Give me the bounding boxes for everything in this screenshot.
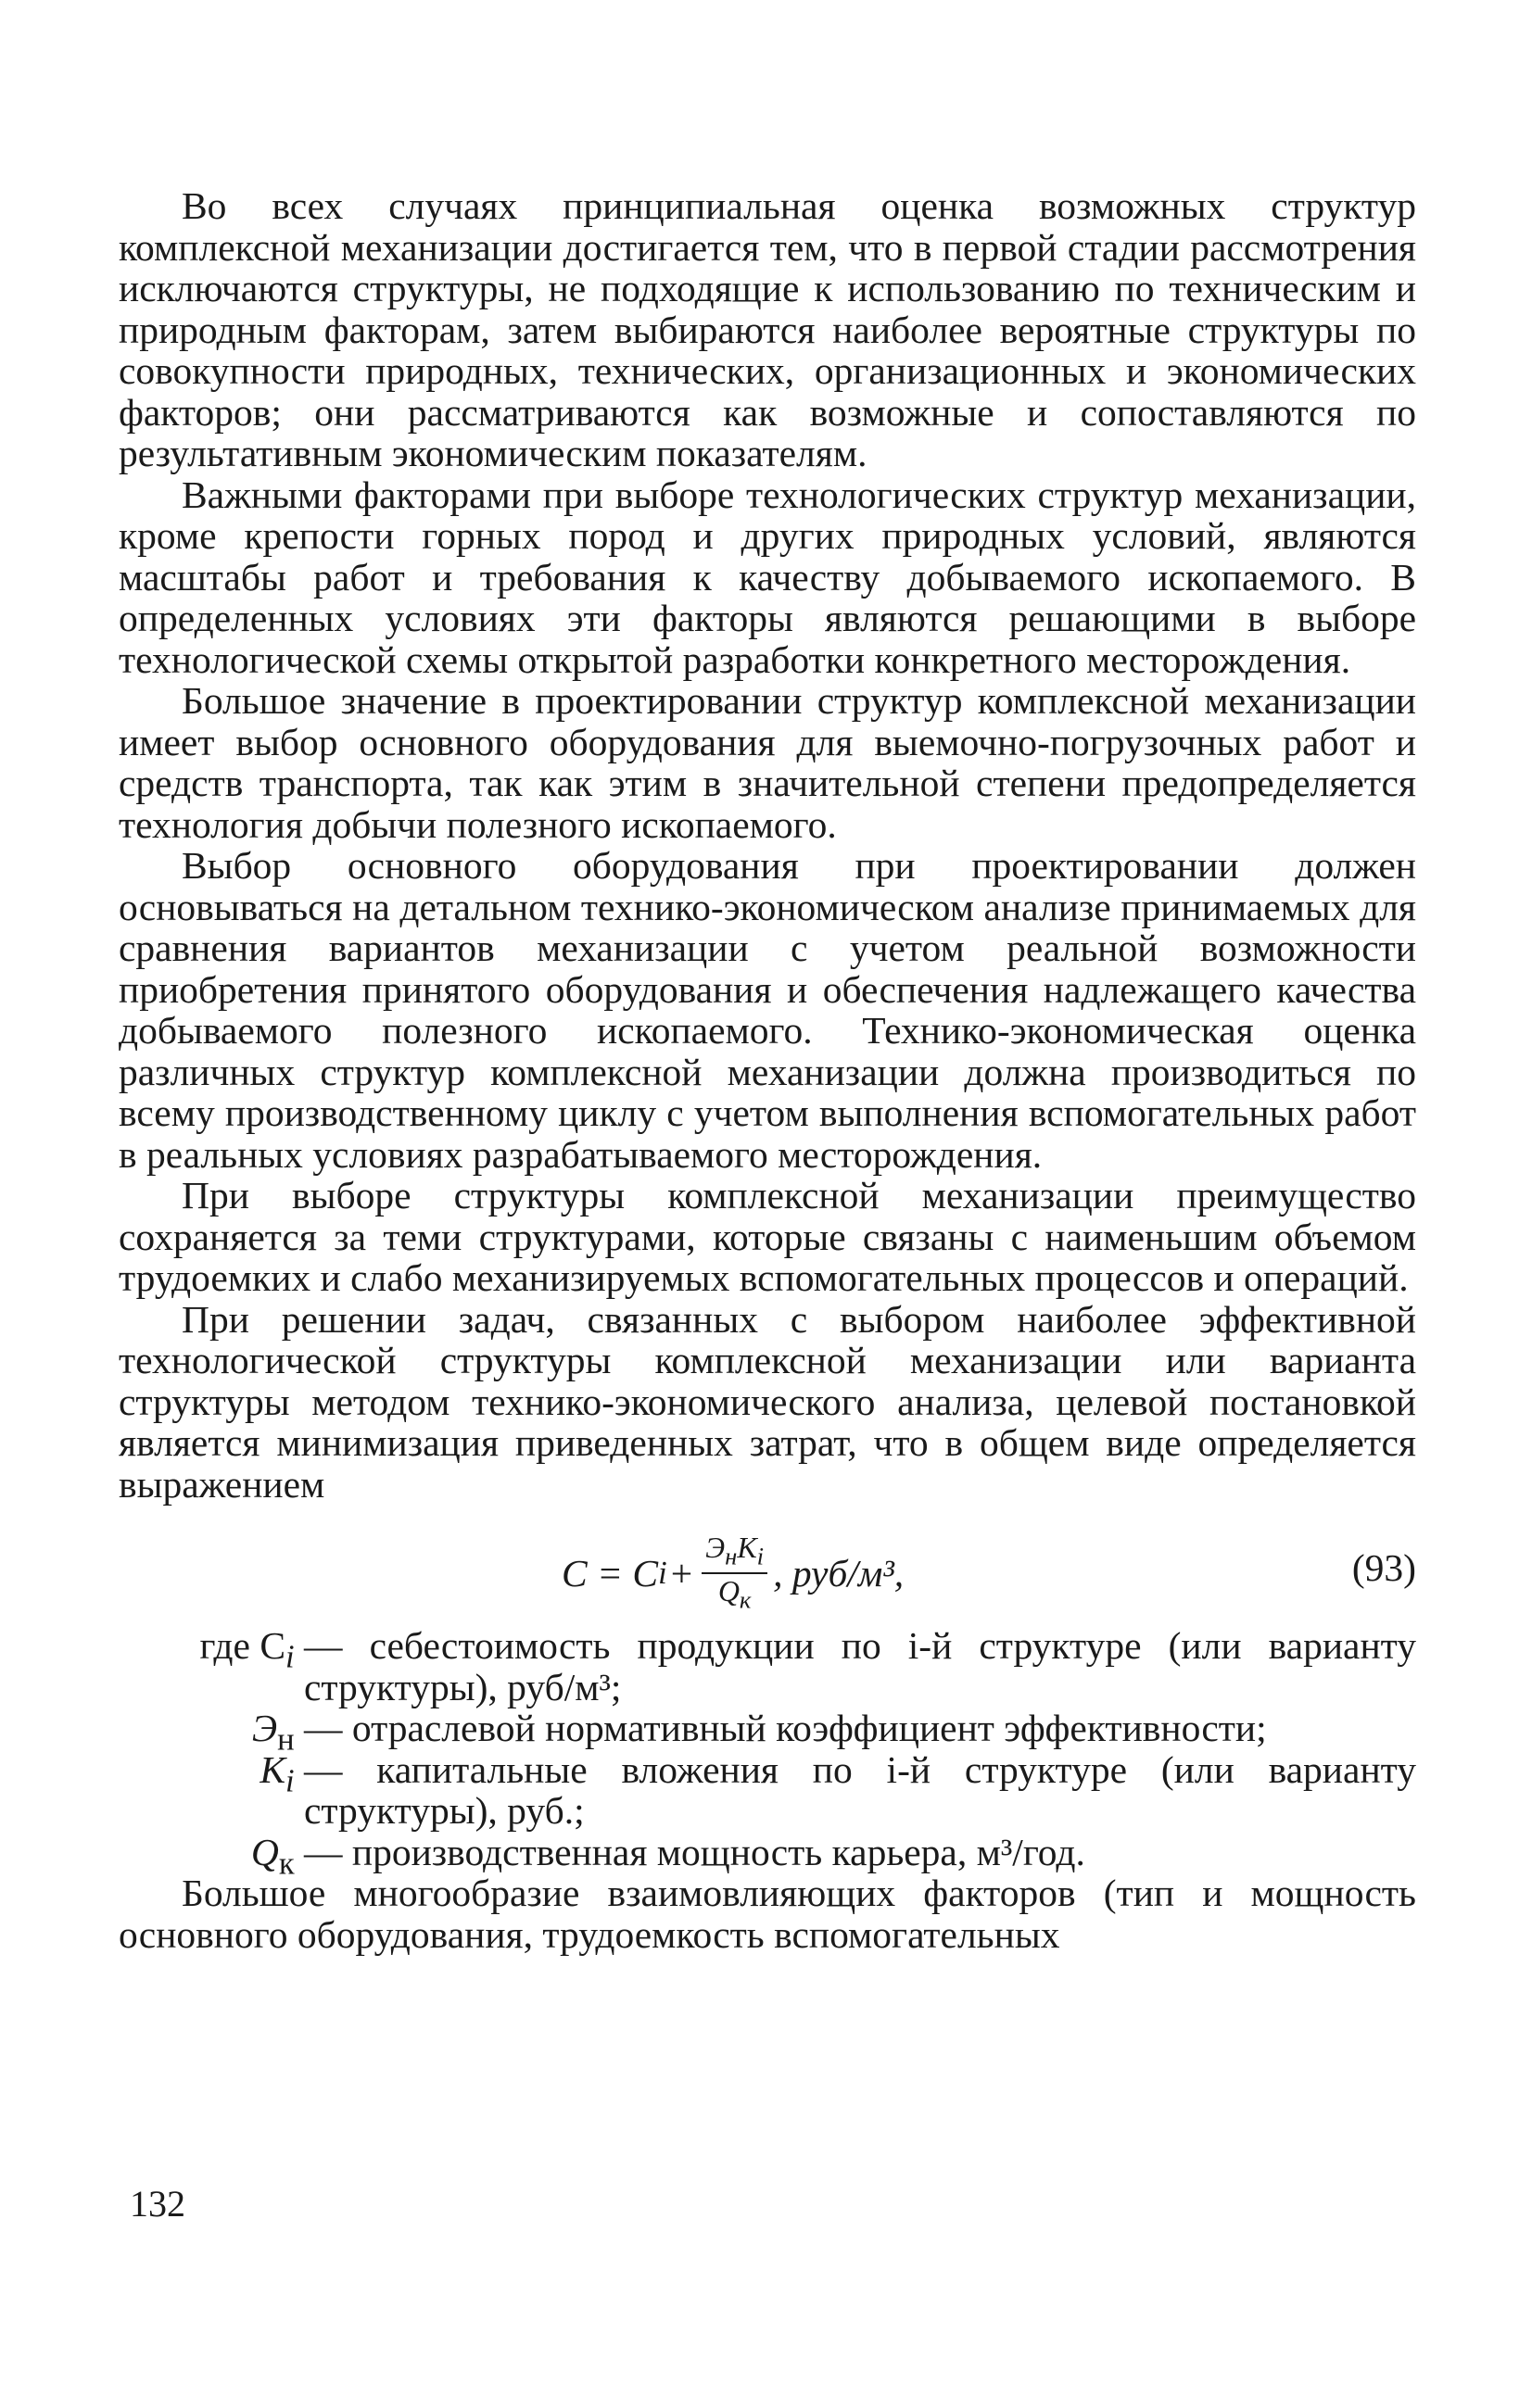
formula-unit: , руб/м³, <box>773 1552 905 1595</box>
paragraph-4: Выбор основного оборудования при проектировании должен основываться на детальном технико-экономическом анализе принимаемых для сравнения вариантов механизации с учетом реальной возможности приобретения принятого оборудования и обеспечения надлежащего качества добываемого полезного ископаемого. Технико-экономическая оценка различных структур комплексной механизации должна производиться по всему производственному циклу с учетом выполнения вспомогательных работ в реальных условиях разрабатываемого месторождения. <box>119 844 1416 1176</box>
formula-number: (93) <box>1351 1546 1416 1589</box>
definition-item <box>119 1707 1416 1758</box>
definition-symbol <box>119 1625 304 1678</box>
page-number: 132 <box>130 2183 185 2225</box>
definition-text: — производственная мощность карьера, м³/год. <box>304 1830 1085 1873</box>
formula-denominator <box>715 1574 755 1616</box>
numerator-e-sub: н <box>725 1542 738 1570</box>
paragraph-2: Важными факторами при выборе технологических структур механизации, кроме крепости горных пород и других природных условий, являются масштабы работ и требования к качеству добываемого ископаемого. В определенных условиях эти факторы являются решающими в выборе технологической схемы открытой разработки конкретного месторождения. <box>119 473 1416 681</box>
formula-plus: + <box>670 1552 693 1595</box>
page-content <box>119 185 1416 1955</box>
symbol-text: K <box>260 1747 286 1791</box>
symbol-text: Э <box>251 1707 278 1749</box>
symbol-sub: i <box>285 1639 295 1675</box>
definition-text: — себестоимость продукции по i-й структуре (или варианту структуры), руб/м³; <box>304 1624 1416 1708</box>
definition-item <box>119 1830 1416 1881</box>
paragraph-6: При решении задач, связанных с выбором наиболее эффективной технологической структуры комплексной механизации или варианта структуры методом технико-экономического анализа, целевой постановкой является минимизация приведенных затрат, что в общем виде определяется выражением <box>119 1297 1416 1506</box>
formula-numerator <box>702 1531 767 1574</box>
definition-text: — отраслевой нормативный коэффициент эффективности; <box>304 1707 1267 1749</box>
symbol-sub: н <box>277 1721 295 1758</box>
symbol-sub: i <box>285 1762 295 1798</box>
formula-93 <box>119 1507 1416 1618</box>
numerator-k-sub: i <box>756 1542 765 1570</box>
paragraph-3: Большое значение в проектировании структур комплексной механизации имеет выбор основного оборудования для выемочно-погрузочных работ и средств транспорта, так как этим в значительной степени предопределяется технология добычи полезного ископаемого. <box>119 679 1416 846</box>
paragraph-1: Во всех случаях принципиальная оценка возможных структур комплексной механизации достигается тем, что в первой стадии рассмотрения исключаются структуры, не подходящие к использованию по техническим и природным факторам, затем выбираются наиболее вероятные структуры по совокупности природных, технических, организационных и экономических факторов; они рассматриваются как возможные и сопоставляются по результативным экономическим показателям. <box>119 184 1416 474</box>
formula-lhs: C = C <box>562 1552 659 1595</box>
paragraph-5: При выборе структуры комплексной механизации преимущество сохраняется за теми структурами, которые связаны с наименьшим объемом трудоемких и слабо механизируемых вспомогательных процессов и операций. <box>119 1174 1416 1299</box>
definition-symbol <box>119 1832 304 1885</box>
definition-symbol <box>119 1749 304 1802</box>
denominator-q-sub: к <box>739 1585 752 1614</box>
paragraph-closing: Большое многообразие взаимовлияющих факторов (тип и мощность основного оборудования, трудоемкость вспомогательных <box>119 1872 1416 1956</box>
definitions-list <box>119 1624 1416 1881</box>
definition-item <box>119 1625 1416 1708</box>
symbol-sub: к <box>278 1845 295 1881</box>
definition-text: — капитальные вложения по i-й структуре (или варианту структуры), руб.; <box>304 1747 1416 1832</box>
formula-fraction <box>702 1531 767 1617</box>
definition-item <box>119 1749 1416 1832</box>
denominator-q: Q <box>717 1574 740 1608</box>
symbol-text: где C <box>199 1624 286 1667</box>
numerator-e: Э <box>705 1531 726 1564</box>
numerator-k: K <box>737 1531 757 1564</box>
formula-expression <box>562 1531 904 1617</box>
formula-lhs-sub: i <box>658 1556 667 1592</box>
symbol-text: Q <box>250 1830 279 1873</box>
